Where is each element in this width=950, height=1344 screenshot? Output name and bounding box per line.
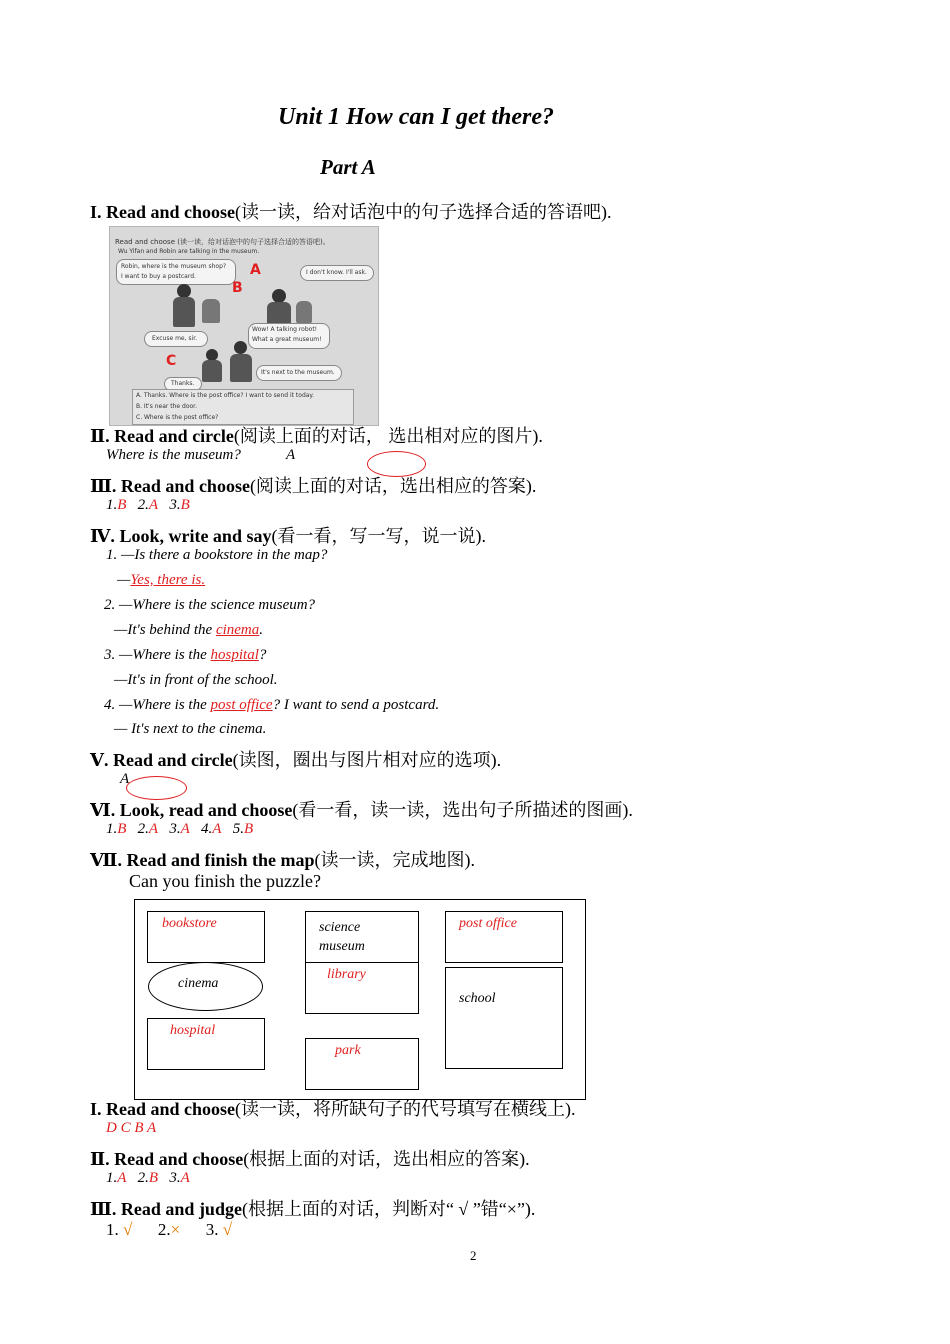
- section-title: Look, read and choose: [115, 800, 293, 820]
- section-b3-answers: [106, 1220, 232, 1240]
- judge-mark: √: [222, 1220, 233, 1239]
- map-park: [305, 1038, 419, 1090]
- section-num: Ⅶ.: [90, 850, 122, 870]
- question-prefix: 3. —Where is the: [104, 647, 211, 663]
- map-school: [445, 967, 563, 1069]
- section-instructions: (阅读上面的对话， 选出相对应的图片).: [233, 426, 543, 446]
- answer: A: [180, 821, 190, 837]
- section-title: Read and choose: [101, 1099, 236, 1119]
- answer-suffix: .: [259, 622, 264, 638]
- question-1: 1. —Is there a bookstore in the map?: [106, 547, 328, 563]
- item-number: 1.: [106, 1170, 118, 1186]
- map-label: school: [459, 991, 496, 1006]
- bubble-5-text: It's next to the museum.: [261, 369, 335, 376]
- person-head: [234, 341, 247, 354]
- section-instructions: (根据上面的对话，选出相应的答案).: [243, 1149, 530, 1169]
- map-label: hospital: [170, 1023, 216, 1038]
- person-figure: [230, 354, 252, 382]
- map-post-office: [445, 911, 563, 963]
- item-number: 5.: [232, 821, 244, 837]
- answer: A: [212, 821, 222, 837]
- person-figure: [173, 297, 195, 327]
- section-instructions: (读一读，给对话泡中的句子选择合适的答语吧).: [235, 202, 612, 222]
- section-5-heading: [90, 746, 501, 772]
- answer: A: [180, 1170, 190, 1186]
- section-instructions: (读一读，将所缺句子的代号填写在横线上).: [235, 1099, 576, 1119]
- bubble-2-text: I don't know. I'll ask.: [306, 269, 367, 276]
- section-b1-answers: D C B A: [106, 1120, 157, 1136]
- section-title: Read and choose: [116, 476, 250, 496]
- section-instructions: (读一读，完成地图).: [314, 850, 475, 870]
- answer: B: [117, 497, 127, 513]
- map-cinema: [148, 962, 263, 1011]
- map-label: bookstore: [162, 916, 217, 931]
- item-number: 1.: [106, 1220, 119, 1239]
- puzzle-prompt: Can you finish the puzzle?: [129, 871, 321, 891]
- answer: B: [243, 821, 254, 837]
- section-b3-heading: [90, 1195, 535, 1221]
- map-label: post office: [459, 916, 517, 931]
- map-label: cinema: [178, 976, 219, 991]
- answer-4: — It's next to the cinema.: [114, 721, 267, 737]
- item-number: 1.: [106, 821, 118, 837]
- section-num: I.: [90, 202, 102, 222]
- section-title: Read and judge: [116, 1199, 242, 1219]
- bubble-1-line-2: I want to buy a postcard.: [121, 273, 196, 280]
- bubble-4-line-2: What a great museum!: [252, 336, 322, 343]
- section-title: Read and circle: [109, 426, 234, 446]
- answer: B: [148, 1170, 159, 1186]
- map-science-museum: [305, 911, 419, 963]
- section-7-heading: [90, 846, 475, 872]
- answer-text: Yes, there is.: [130, 572, 206, 588]
- section-6-heading: [90, 796, 633, 822]
- bubble-label-a: A: [250, 262, 261, 278]
- section-num: Ⅵ.: [90, 800, 116, 820]
- section-num: Ⅳ.: [90, 526, 115, 546]
- bubble-label-b: B: [232, 280, 243, 296]
- map-label: museum: [319, 939, 365, 954]
- section-title: Look, write and say: [114, 526, 272, 546]
- bubble-label-c: C: [166, 353, 177, 369]
- dash: —: [117, 572, 131, 588]
- item-number: 2.: [157, 1220, 171, 1239]
- section-title: Read and circle: [108, 750, 233, 770]
- map-hospital: [147, 1018, 265, 1070]
- page-number: 2: [470, 1248, 477, 1263]
- section-6-answers: [106, 821, 253, 838]
- question-2: 2. —Where is the science museum?: [104, 597, 316, 613]
- map-label: science: [319, 920, 361, 935]
- judge-mark: ×: [170, 1220, 181, 1239]
- section-b2-answers: [106, 1170, 190, 1187]
- section-num: Ⅴ.: [90, 750, 109, 770]
- answer: A: [148, 821, 159, 837]
- section-4-heading: [90, 522, 486, 548]
- section-num: I.: [90, 1099, 102, 1119]
- section-num: Ⅱ.: [90, 1149, 110, 1169]
- bubble-6-text: Thanks.: [171, 380, 195, 387]
- map-library: [305, 962, 419, 1014]
- person-head: [272, 289, 286, 303]
- answer-2: [114, 622, 263, 639]
- answer-text: post office: [210, 697, 273, 713]
- item-number: 1.: [106, 497, 118, 513]
- section-3-heading: [90, 472, 536, 498]
- section-3-answers: [106, 497, 190, 514]
- person-head: [177, 284, 191, 298]
- answer: B: [180, 497, 190, 513]
- question-suffix: ?: [258, 647, 267, 663]
- picture-header: Read and choose (读一读，给对话泡中的句子选择合适的答语吧)。: [115, 238, 330, 246]
- answer-text: hospital: [210, 647, 259, 663]
- item-number: 3.: [169, 821, 181, 837]
- section-5-answer: A: [120, 771, 130, 787]
- section-b2-heading: [90, 1145, 530, 1171]
- option-a: A. Thanks. Where is the post office? I want to send it today.: [136, 392, 315, 399]
- question-suffix: ? I want to send a postcard.: [272, 697, 440, 713]
- section-2-answer: A: [286, 447, 296, 463]
- item-number: 2.: [137, 497, 149, 513]
- town-map: [134, 899, 586, 1100]
- map-label: library: [327, 967, 366, 982]
- answer-3: —It's in front of the school.: [114, 672, 278, 688]
- section-instructions: (根据上面的对话，判断对“ √ ”错“×”).: [241, 1199, 536, 1219]
- answer: A: [117, 1170, 127, 1186]
- bubble-3-text: Excuse me, sir.: [152, 335, 198, 342]
- section-2-heading: [90, 422, 543, 448]
- item-number: 3.: [205, 1220, 219, 1239]
- robot-figure: [202, 299, 220, 323]
- section-title: Read and finish the map: [121, 850, 315, 870]
- bubble-4-line-1: Wow! A talking robot!: [252, 326, 318, 333]
- section-b1-heading: [90, 1095, 576, 1121]
- answer-1: [117, 572, 205, 589]
- section-num: Ⅱ.: [90, 426, 110, 446]
- section-instructions: (阅读上面的对话，选出相应的答案).: [249, 476, 537, 496]
- answer: B: [117, 821, 127, 837]
- answer-prefix: —It's behind the: [114, 622, 216, 638]
- question-3: [104, 647, 266, 664]
- part-title: Part A: [320, 155, 376, 179]
- item-number: 2.: [137, 1170, 149, 1186]
- item-number: 4.: [201, 821, 213, 837]
- answer: A: [148, 497, 159, 513]
- robot-figure: [296, 301, 312, 323]
- option-b: B. It's near the door.: [136, 403, 198, 410]
- map-bookstore: [147, 911, 265, 963]
- section-title: Read and choose: [101, 202, 236, 222]
- section-instructions: (读图，圈出与图片相对应的选项).: [232, 750, 502, 770]
- bubble-1-line-1: Robin, where is the museum shop?: [121, 263, 227, 270]
- item-number: 3.: [169, 497, 181, 513]
- item-number: 2.: [137, 821, 149, 837]
- section-instructions: (看一看，读一读，选出句子所描述的图画).: [292, 800, 633, 820]
- section-num: Ⅲ.: [90, 1199, 117, 1219]
- section-num: Ⅲ.: [90, 476, 117, 496]
- picture-subtitle: Wu Yifan and Robin are talking in the museum.: [118, 248, 260, 255]
- section-title: Read and choose: [109, 1149, 244, 1169]
- question-4: [104, 697, 439, 714]
- item-number: 3.: [169, 1170, 181, 1186]
- section-1-heading: [90, 198, 612, 224]
- page-title: Unit 1 How can I get there?: [278, 104, 555, 130]
- option-c: C. Where is the post office?: [136, 414, 219, 421]
- section-instructions: (看一看，写一写，说一说).: [271, 526, 486, 546]
- person-figure: [202, 360, 222, 382]
- map-label: park: [335, 1043, 361, 1058]
- answer-text: cinema: [215, 622, 260, 638]
- section-2-question: Where is the museum?: [106, 447, 241, 463]
- question-prefix: 4. —Where is the: [104, 697, 211, 713]
- judge-mark: √: [123, 1220, 133, 1239]
- exercise-picture: [109, 226, 379, 426]
